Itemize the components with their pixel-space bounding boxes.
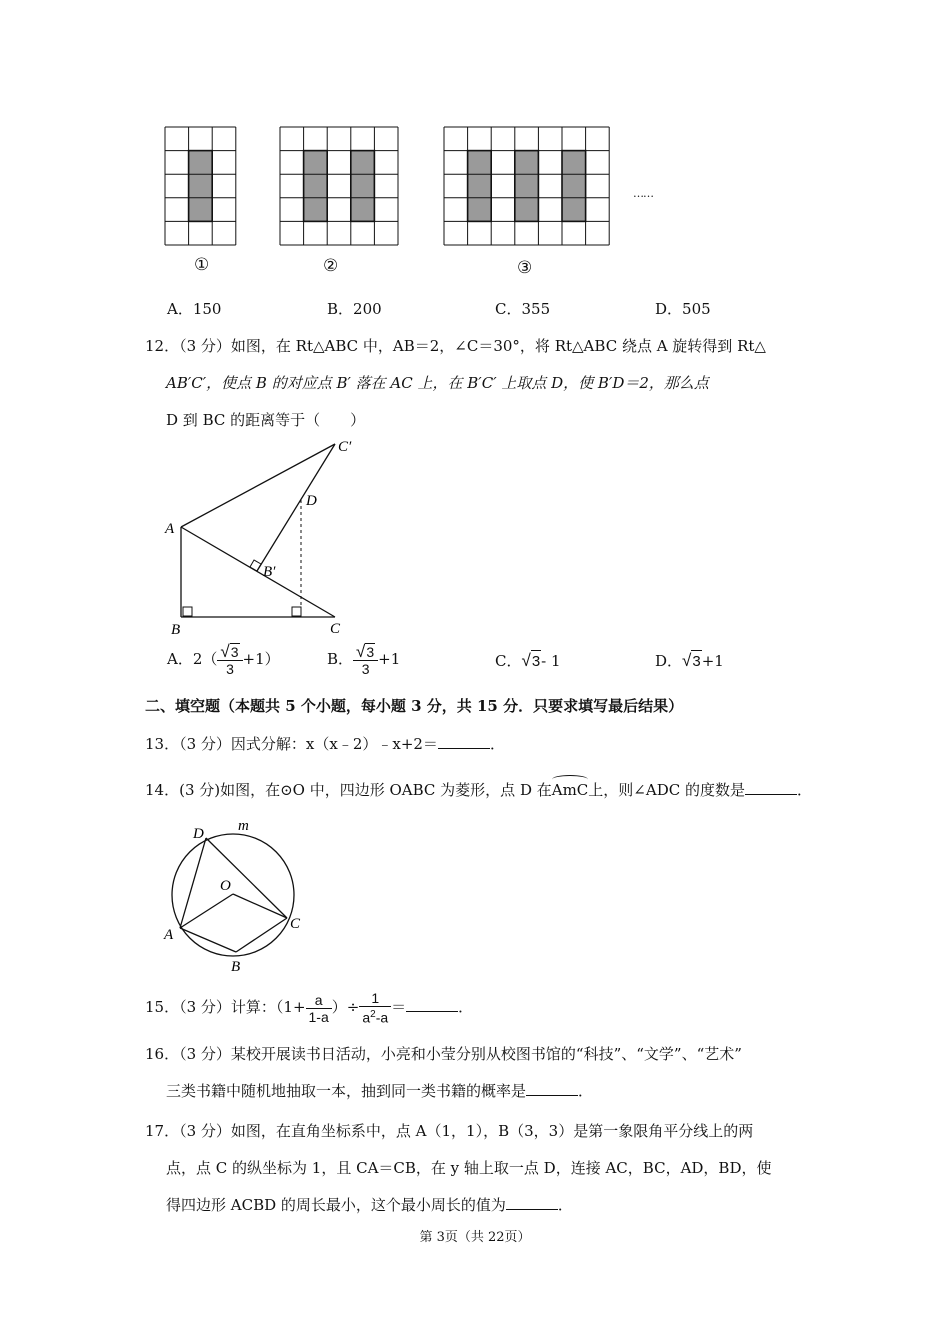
section-2-title: 二、填空题（本题共 5 个小题，每小题 3 分，共 15 分．只要求填写最后结果） — [145, 697, 684, 715]
q11-option-a: A．150 — [167, 300, 222, 318]
q12-option-a: A．2（ $\frac{√3}{3}$ +1） — [167, 642, 280, 677]
label-A: A — [165, 521, 175, 537]
circle-rhombus-figure — [160, 812, 320, 977]
shaded-rectangle — [351, 151, 375, 222]
q12-line-1: 12．（3 分）如图，在 Rt△ABC 中，AB＝2，∠C＝30°，将 Rt△ABC 绕点 A 旋转得到 Rt△ — [145, 337, 766, 355]
ellipsis: …… — [633, 187, 653, 200]
label-A: A — [164, 927, 174, 943]
q16-line-2: 三类书籍中随机地抽取一本，抽到同一类书籍的概率是 ． — [166, 1082, 594, 1100]
answer-blank — [745, 780, 797, 795]
label-D: D — [306, 493, 317, 509]
q17-line-2: 点，点 C 的纵坐标为 1，且 CA＝CB，在 y 轴上取一点 D，连接 AC，BC，AD，BD，使 — [166, 1159, 772, 1177]
answer-blank — [506, 1195, 558, 1210]
q11-option-d: D．505 — [655, 300, 711, 318]
q13: 13．（3 分）因式分解：x（x﹣2）﹣x+2＝ ． — [145, 735, 505, 753]
q12-line-3: D 到 BC 的距离等于（ ） — [166, 411, 366, 429]
q16-line-1: 16．（3 分）某校开展读书日活动，小亮和小莹分别从校图书馆的“科技”、“文学”、“艺术” — [145, 1045, 742, 1063]
answer-blank — [526, 1081, 578, 1096]
label-C: C — [290, 916, 301, 932]
label-m: m — [238, 818, 249, 834]
q17-line-1: 17．（3 分）如图，在直角坐标系中，点 A（1，1），B（3，3）是第一象限角平分线上的两 — [145, 1122, 754, 1140]
label-C-prime: C′ — [338, 439, 352, 455]
q11-option-c: C．355 — [495, 300, 551, 318]
figure-label-3: ③ — [517, 258, 533, 278]
figure-label-1: ① — [194, 255, 210, 275]
shaded-rectangle — [515, 151, 539, 222]
label-B-prime: B′ — [263, 564, 276, 580]
shaded-rectangle — [304, 151, 328, 222]
page-footer: 第 3页（共 22页） — [419, 1230, 531, 1245]
label-O: O — [220, 878, 231, 894]
q12-option-d: D．√3+1 — [655, 650, 724, 673]
label-B: B — [171, 622, 181, 638]
triangle-rotation-figure — [155, 430, 375, 640]
q15: 15．（3 分）计算：（1+ $\frac{a}{1-a}$ ）÷ $\frac{1}{a^2-a}$ ＝ ． — [145, 990, 474, 1026]
shaded-rectangle — [562, 151, 586, 222]
q11-option-b: B．200 — [327, 300, 382, 318]
figure-label-2: ② — [323, 256, 339, 276]
label-D: D — [193, 826, 204, 842]
q12-option-c: C．√3- 1 — [495, 650, 561, 673]
q14: 14．(3 分)如图，在⊙O 中，四边形 OABC 为菱形，点 D 在AmC上，则∠ADC 的度数是 ． — [145, 781, 812, 799]
shaded-rectangle — [468, 151, 492, 222]
answer-blank — [406, 997, 458, 1012]
pattern-figures — [0, 0, 950, 290]
label-C: C — [330, 621, 341, 637]
answer-blank — [438, 734, 490, 749]
q17-line-3: 得四边形 ACBD 的周长最小，这个最小周长的值为 ． — [166, 1196, 573, 1214]
q12-line-2: AB′C′，使点 B 的对应点 B′ 落在 AC 上，在 B′C′ 上取点 D，使 B′D＝2，那么点 — [166, 374, 709, 392]
shaded-rectangle — [189, 151, 213, 222]
q12-option-b: B． $\frac{√3}{3}$ +1 — [327, 642, 401, 677]
label-B: B — [231, 959, 241, 975]
